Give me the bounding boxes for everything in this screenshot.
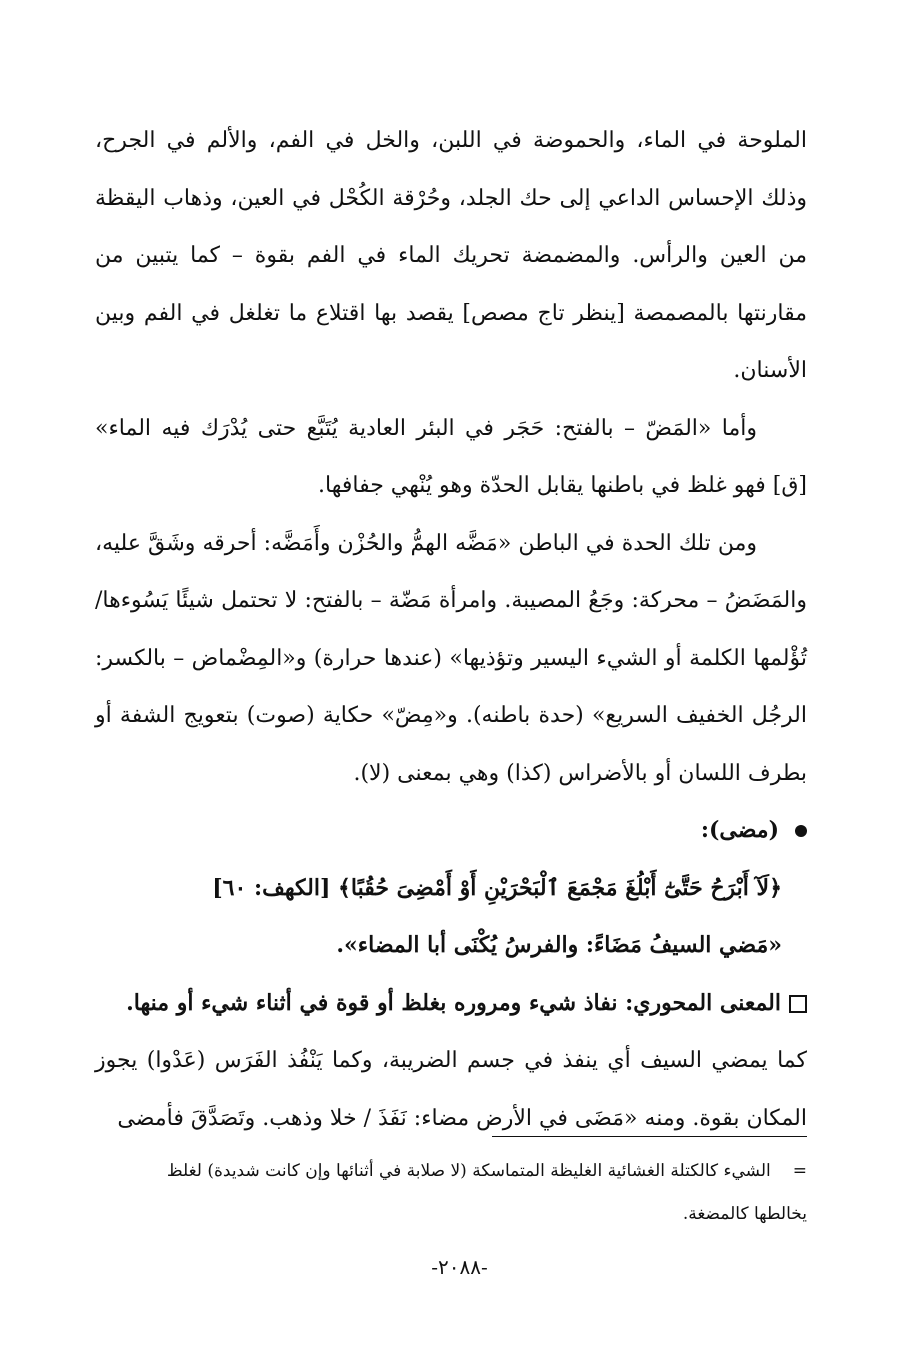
section-heading	[95, 802, 807, 860]
definition-quote: «مَضي السيفُ مَضَاءً: والفرسُ يُكْنَى أبا المضاء».	[336, 932, 782, 958]
core-meaning-text: المعنى المحوري: نفاذ شيء ومروره بغلظ أو قوة في أثناء شيء أو منها.	[126, 989, 781, 1016]
footnote-divider	[492, 1136, 807, 1137]
footnote	[95, 1150, 807, 1236]
footnote-line-2: يخالطها كالمضغة.	[682, 1204, 807, 1224]
paragraph-1: الملوحة في الماء، والحموضة في اللبن، والخل في الفم، والألم في الجرح، وذلك الإحساس الداعي إلى حك الجلد، وحُرْقة الكُحْل في العين، وذهاب اليقظة من العين والرأس. والمضمضة تحريك الماء في الفم بقوة – كما يتبين من مقارنتها بالمصمصة [ينظر تاج مصص] يقصد بها اقتلاع ما تغلغل في الفم وبين الأسنان.	[95, 128, 807, 383]
main-text	[95, 112, 807, 1147]
bullet-icon	[795, 825, 807, 837]
paragraph-3: ومن تلك الحدة في الباطن «مَضَّه الهمُّ والحُزْن وأَمَضَّه: أحرقه وشَقَّ عليه، والمَضَضُ – محركة: وجَعُ المصيبة. وامرأة مَضّة – بالفتح: لا تحتمل شيئًا يَسُوءها/ تُؤْلمها الكلمة أو الشيء اليسير وتؤذيها» (عندها حرارة) و«المِضْماض – بالكسر: الرجُل الخفيف السريع» (حدة باطنه). و«مِضّ» حكاية (صوت) بتعويج الشفة أو بطرف اللسان أو بالأضراس (كذا) وهي بمعنى (لا).	[95, 530, 807, 786]
section-heading-text: (مضى):	[700, 817, 779, 843]
square-box-icon	[789, 995, 807, 1013]
quran-verse: ﴿لَآ أَبْرَحُ حَتَّىٰٓ أَبْلُغَ مَجْمَعَ ٱلْبَحْرَيْنِ أَوْ أَمْضِىَ حُقُبًا﴾ [الكهف: ٦٠]	[212, 874, 782, 901]
paragraph-2: وأما «المَضّ – بالفتح: حَجَر في البئر العادية يُتَبَّع حتى يُدْرَك فيه الماء» [ق] فهو غلظ في باطنها يقابل الحدّة وهو يُنْهي جفافها.	[95, 415, 807, 498]
paragraph-4: كما يمضي السيف أي ينفذ في جسم الضريبة، وكما يَنْفُذ الفَرَس (عَدْوا) يجوز المكان بقوة. ومنه «مَضَى في الأرض مضاء: نَفَذَ / خلا وذهب. وتَصَدَّقَ فأمضى	[95, 1048, 807, 1131]
footnote-line-1	[95, 1150, 807, 1193]
footnote-mark: =	[792, 1161, 807, 1181]
core-meaning	[95, 975, 807, 1033]
page-number: -٢٠٨٨-	[431, 1255, 488, 1279]
footnote-text-1: الشيء كالكتلة الغشائية الغليظة المتماسكة (لا صلابة في أثنائها وإن كانت شديدة) لغلظ	[166, 1161, 771, 1181]
